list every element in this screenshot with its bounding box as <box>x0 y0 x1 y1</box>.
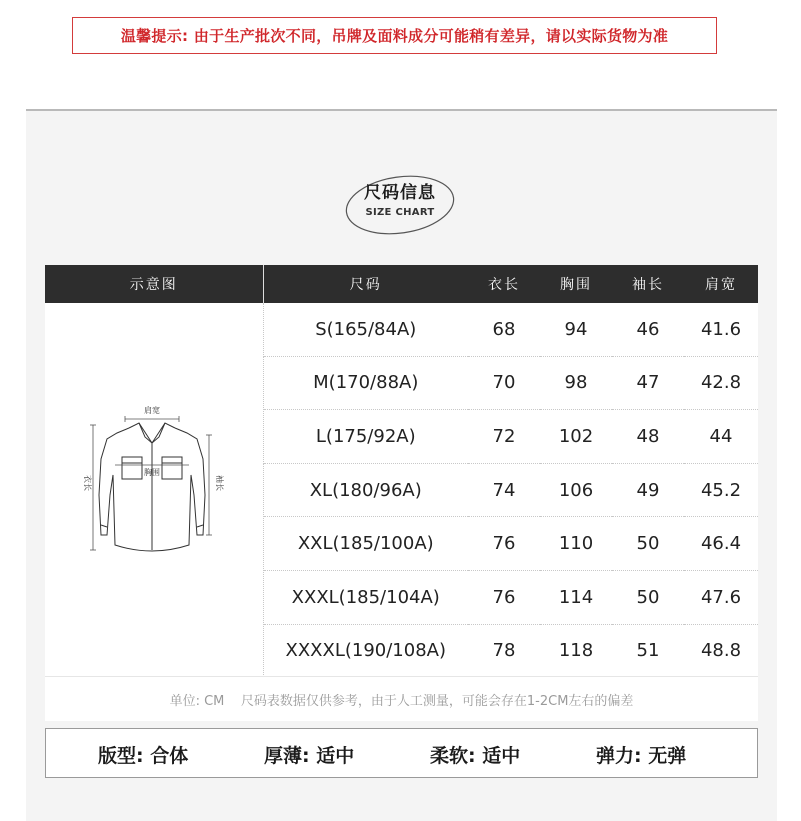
size-table <box>45 265 758 677</box>
chest-cell: 98 <box>540 356 612 410</box>
shoulder-cell: 41.6 <box>684 303 758 356</box>
diagram-label-length: 衣长 <box>83 475 92 491</box>
chest-cell: 118 <box>558 640 594 662</box>
length-cell: 76 <box>468 517 540 571</box>
shoulder-cell: 48.8 <box>700 640 742 662</box>
shoulder-cell: 46.4 <box>684 517 758 571</box>
size-cell: S(165/84A) <box>263 303 468 356</box>
header-diagram: 示意图 <box>45 265 263 303</box>
measurement-note: 单位: CM 尺码表数据仅供参考，由于人工测量，可能会存在1-2CM左右的偏差 <box>45 676 758 721</box>
size-cell: XXL(185/100A) <box>263 517 468 571</box>
notice-banner: 温馨提示: 由于生产批次不同，吊牌及面料成分可能稍有差异，请以实际货物为准 <box>72 17 717 54</box>
size-chart-title: 尺码信息 <box>364 183 436 203</box>
sleeve-cell: 48 <box>612 410 684 464</box>
sleeve-cell: 50 <box>612 570 684 624</box>
length-cell: 74 <box>468 463 540 517</box>
shirt-diagram <box>77 395 227 575</box>
sleeve-cell: 47 <box>612 356 684 410</box>
size-cell: XXXXL(190/108A) <box>285 640 446 662</box>
shoulder-cell: 45.2 <box>684 463 758 517</box>
header-length: 衣长 <box>468 265 540 303</box>
sleeve-cell: 49 <box>612 463 684 517</box>
attribute-thickness: 厚薄: 适中 <box>264 745 355 767</box>
chest-cell: 106 <box>540 463 612 517</box>
header-shoulder: 肩宽 <box>684 265 758 303</box>
shoulder-cell: 42.8 <box>684 356 758 410</box>
sleeve-cell: 51 <box>636 640 660 662</box>
chest-cell: 110 <box>540 517 612 571</box>
size-cell: M(170/88A) <box>263 356 468 410</box>
header-size: 尺码 <box>263 265 468 303</box>
header-chest: 胸围 <box>540 265 612 303</box>
attribute-fit: 版型: 合体 <box>98 745 189 767</box>
sleeve-cell: 46 <box>612 303 684 356</box>
table-row <box>45 303 758 356</box>
size-chart-subtitle: SIZE CHART <box>365 207 435 218</box>
size-cell: XL(180/96A) <box>263 463 468 517</box>
fabric-attributes <box>45 728 758 778</box>
chest-cell: 94 <box>540 303 612 356</box>
chest-cell: 102 <box>540 410 612 464</box>
diagram-label-chest: 胸围 <box>144 468 160 477</box>
length-cell: 76 <box>468 570 540 624</box>
header-sleeve: 袖长 <box>612 265 684 303</box>
size-cell: XXXL(185/104A) <box>263 570 468 624</box>
shoulder-cell: 44 <box>684 410 758 464</box>
diagram-cell <box>45 303 263 677</box>
sleeve-cell: 50 <box>612 517 684 571</box>
length-cell: 68 <box>468 303 540 356</box>
length-cell: 78 <box>492 640 516 662</box>
attribute-elasticity: 弹力: 无弹 <box>596 745 687 767</box>
length-cell: 72 <box>468 410 540 464</box>
size-cell: L(175/92A) <box>263 410 468 464</box>
table-header-row <box>45 265 758 303</box>
attribute-softness: 柔软: 适中 <box>430 745 521 767</box>
shoulder-cell: 47.6 <box>684 570 758 624</box>
diagram-label-shoulder: 肩宽 <box>144 406 160 415</box>
length-cell: 70 <box>468 356 540 410</box>
chest-cell: 114 <box>540 570 612 624</box>
diagram-label-sleeve: 袖长 <box>215 475 224 491</box>
